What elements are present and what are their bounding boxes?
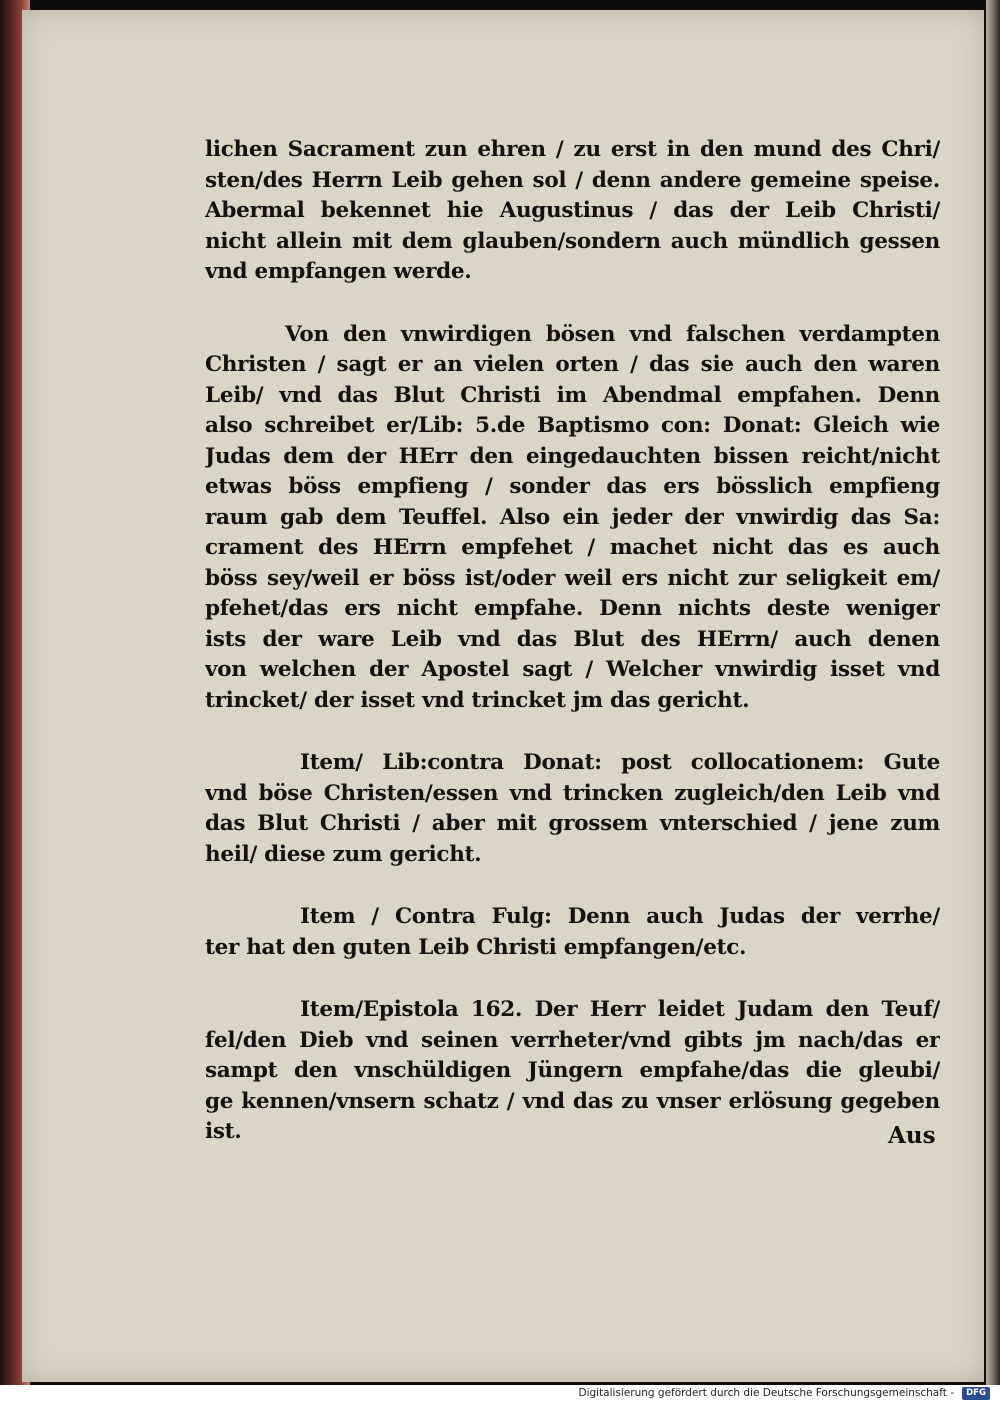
page-text-block (205, 135, 940, 1148)
text-line: ist. (205, 1119, 242, 1144)
text-line: Item / Contra Fulg: Denn auch Judas der verrhe/ (300, 904, 940, 929)
paragraph-gap (205, 288, 940, 320)
text-line: crament des HErrn empfehet / machet nicht das es auch (205, 535, 940, 560)
page-stack-edge (986, 0, 1000, 1385)
text-line: Christen / sagt er an vielen orten / das sie auch den waren (205, 352, 940, 377)
text-line: ter hat den guten Leib Christi empfangen/etc. (205, 934, 747, 960)
funding-credit: Digitalisierung gefördert durch die Deutsche Forschungsgemeinschaft - (578, 1387, 954, 1399)
text-line: Item/Epistola 162. Der Herr leidet Judam den Teuf/ (300, 997, 940, 1022)
paragraph-gap (205, 716, 940, 748)
text-line: vnd empfangen werde. (205, 259, 472, 284)
text-line: Judas dem der HErr den eingedauchten bissen reicht/nicht (205, 443, 940, 469)
paragraph-gap (205, 963, 940, 995)
text-line: Abermal bekennet hie Augustinus / das der Leib Christi/ (205, 198, 940, 223)
text-line: fel/den Dieb vnd seinen verrheter/vnd gibts jm nach/das er (205, 1027, 940, 1053)
text-line: vnd böse Christen/essen vnd trincken zugleich/den Leib vnd (205, 780, 940, 806)
text-line: ge kennen/vnsern schatz / vnd das zu vnser erlösung gegeben (205, 1088, 940, 1114)
text-line: Item/ Lib:contra Donat: post collocationem: Gute (300, 750, 940, 775)
text-line: böss sey/weil er böss ist/oder weil ers nicht zur seligkeit em/ (205, 565, 940, 591)
text-line: Leib/ vnd das Blut Christi im Abendmal empfahen. Denn (205, 382, 940, 408)
text-line: trincket/ der isset vnd trincket jm das gericht. (205, 687, 750, 713)
text-line: ists der ware Leib vnd das Blut des HErrn/ auch denen (205, 626, 940, 652)
dfg-logo: DFG (962, 1387, 990, 1400)
text-line: sten/des Herrn Leib gehen sol / denn andere gemeine speise. (205, 167, 940, 193)
text-line: nicht allein mit dem glauben/sondern auch mündlich gessen (205, 228, 940, 254)
text-line: etwas böss empfieng / sonder das ers bösslich empfieng (205, 474, 940, 499)
text-line: pfehet/das ers nicht empfahe. Denn nichts deste weniger (205, 596, 940, 621)
text-line: sampt den vnschüldigen Jüngern empfahe/das die gleubi/ (205, 1058, 940, 1083)
text-line: Von den vnwirdigen bösen vnd falschen verdampten (285, 321, 940, 347)
text-line: raum gab dem Teuffel. Also ein jeder der vnwirdig das Sa: (205, 504, 940, 530)
text-line: lichen Sacrament zun ehren / zu erst in den mund des Chri/ (205, 137, 940, 162)
paragraph-gap (205, 870, 940, 902)
text-line: also schreibet er/Lib: 5.de Baptismo con: Donat: Gleich wie (205, 413, 940, 438)
catchword: Aus (888, 1122, 936, 1149)
text-line: von welchen der Apostel sagt / Welcher vnwirdig isset vnd (205, 657, 940, 682)
text-line: das Blut Christi / aber mit grossem vnterschied / jene zum (205, 811, 940, 836)
text-line: heil/ diese zum gericht. (205, 841, 482, 867)
